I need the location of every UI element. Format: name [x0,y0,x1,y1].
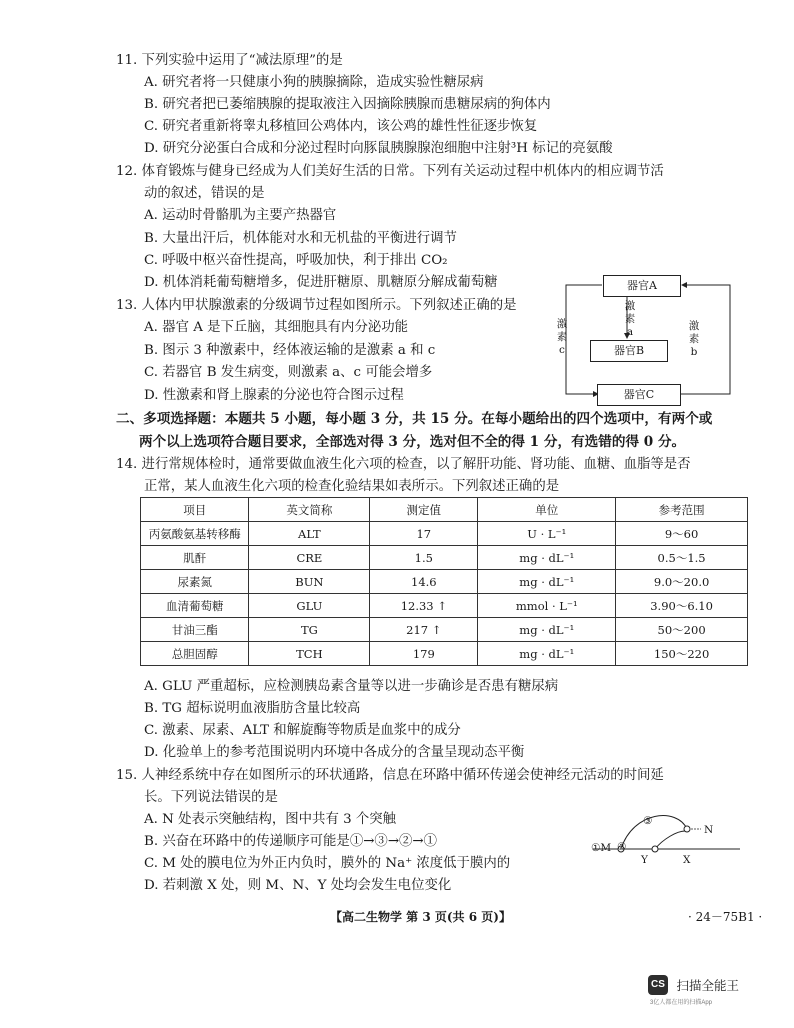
header-value: 测定值 [370,498,478,522]
table-row [141,522,748,546]
cell-unit: mmol · L⁻¹ [478,594,616,618]
q12-option-a: A. 运动时骨骼肌为主要产热器官 [144,208,337,223]
scanner-app-name: 扫描全能王 [676,979,739,993]
cell-unit: U · L⁻¹ [478,522,616,546]
table-row [141,642,748,666]
q13-stem: 13. 人体内甲状腺激素的分级调节过程如图所示。下列叙述正确的是 [116,298,517,313]
label-y: Y [641,854,648,866]
table-row [141,546,748,570]
cell-reference: 50～200 [616,618,748,642]
cell-unit: mg · dL⁻¹ [478,546,616,570]
label-x: X [683,854,691,866]
organ-a-box: 器官A [603,275,681,297]
cell-unit: mg · dL⁻¹ [478,570,616,594]
label-2: ② [617,841,627,853]
q12-option-d: D. 机体消耗葡萄糖增多，促进肝糖原、肌糖原分解成葡萄糖 [144,275,498,290]
cell-reference: 0.5～1.5 [616,546,748,570]
table-row [141,570,748,594]
label-n: N [704,824,714,836]
table-row [141,618,748,642]
blood-test-table [140,497,748,666]
q14-option-b: B. TG 超标说明血液脂肪含量比较高 [144,701,361,716]
q14-stem-line1: 14. 进行常规体检时，通常要做血液生化六项的检查，以了解肝功能、肾功能、血糖、血脂等是否 [116,457,691,472]
cell-reference: 150～220 [616,642,748,666]
cell-item: 丙氨酸氨基转移酶 [141,522,249,546]
label-3: ③ [643,815,653,827]
header-reference: 参考范围 [616,498,748,522]
cell-reference: 3.90～6.10 [616,594,748,618]
cell-unit: mg · dL⁻¹ [478,618,616,642]
scanner-watermark [648,975,739,1006]
header-abbr: 英文简称 [249,498,370,522]
q15-option-d: D. 若刺激 X 处，则 M、N、Y 处均会发生电位变化 [144,878,452,893]
cell-item: 尿素氮 [141,570,249,594]
cell-unit: mg · dL⁻¹ [478,642,616,666]
cell-reference: 9.0～20.0 [616,570,748,594]
cell-abbr: TG [249,618,370,642]
q15-option-b: B. 兴奋在环路中的传递顺序可能是①→③→②→① [144,834,438,849]
cell-abbr: GLU [249,594,370,618]
cell-item: 总胆固醇 [141,642,249,666]
cell-value: 12.33 ↑ [370,594,478,618]
hormone-c-label: 激 素 c [556,318,568,356]
page-footer: 【高二生物学 第 3 页(共 6 页)】 [330,910,511,924]
label-1m: ①M [591,842,612,854]
cell-item: 肌酐 [141,546,249,570]
q12-option-b: B. 大量出汗后，机体能对水和无机盐的平衡进行调节 [144,231,457,246]
q12-stem-line1: 12. 体育锻炼与健身已经成为人们美好生活的日常。下列有关运动过程中机体内的相应调节活 [116,164,664,179]
cell-value: 179 [370,642,478,666]
table-row [141,594,748,618]
q15-option-c: C. M 处的膜电位为外正内负时，膜外的 Na⁺ 浓度低于膜内的 [144,856,511,871]
cell-item: 血清葡萄糖 [141,594,249,618]
q11-option-c: C. 研究者重新将睾丸移植回公鸡体内，该公鸡的雄性性征逐步恢复 [144,119,538,134]
cell-value: 217 ↑ [370,618,478,642]
hormone-a-label: 激 素 a [624,300,636,338]
q11-option-a: A. 研究者将一只健康小狗的胰腺摘除，造成实验性糖尿病 [144,75,484,90]
q13-option-d: D. 性激素和肾上腺素的分泌也符合图示过程 [144,388,404,403]
section2-heading-line2: 两个以上选项符合题目要求，全部选对得 3 分，选对但不全的得 1 分，有选错的得 0 分。 [139,434,686,450]
cell-abbr: TCH [249,642,370,666]
header-unit: 单位 [478,498,616,522]
cell-value: 1.5 [370,546,478,570]
q14-stem-line2: 正常，某人血液生化六项的检查化验结果如表所示。下列叙述正确的是 [144,479,560,494]
camscanner-logo-icon: CS [648,975,668,995]
q15-stem-line1: 15. 人神经系统中存在如图所示的环状通路，信息在环路中循环传递会使神经元活动的时间延 [116,768,664,783]
table-header-row [141,498,748,522]
q13-option-c: C. 若器官 B 发生病变，则激素 a、c 可能会增多 [144,365,433,380]
q11-stem: 11. 下列实验中运用了“减法原理”的是 [116,53,343,68]
exam-code: · 24－75B1 · [688,910,763,924]
q14-option-c: C. 激素、尿素、ALT 和解旋酶等物质是血浆中的成分 [144,723,461,738]
q15-stem-line2: 长。下列说法错误的是 [144,790,278,805]
cell-item: 甘油三酯 [141,618,249,642]
q12-option-c: C. 呼吸中枢兴奋性提高，呼吸加快，利于排出 CO₂ [144,253,448,268]
cell-abbr: BUN [249,570,370,594]
q11-option-b: B. 研究者把已萎缩胰腺的提取液注入因摘除胰腺而患糖尿病的狗体内 [144,97,551,112]
header-item: 项目 [141,498,249,522]
q14-option-a: A. GLU 严重超标，应检测胰岛素含量等以进一步确诊是否患有糖尿病 [144,679,559,694]
cell-abbr: CRE [249,546,370,570]
q13-option-b: B. 图示 3 种激素中，经体液运输的是激素 a 和 c [144,343,436,358]
cell-reference: 9～60 [616,522,748,546]
q13-option-a: A. 器官 A 是下丘脑，其细胞具有内分泌功能 [144,320,409,335]
scanner-tagline: 3亿人都在用的扫描App [650,1000,713,1006]
q15-option-a: A. N 处表示突触结构，图中共有 3 个突触 [144,812,397,827]
cell-value: 14.6 [370,570,478,594]
cell-abbr: ALT [249,522,370,546]
q14-option-d: D. 化验单上的参考范围说明内环境中各成分的含量呈现动态平衡 [144,745,525,760]
hormone-b-label: 激 素 b [688,320,700,358]
section2-heading-line1: 二、多项选择题：本题共 5 小题，每小题 3 分，共 15 分。在每小题给出的四个选项中，有两个或 [116,411,713,427]
organ-b-box: 器官B [590,340,668,362]
q12-stem-line2: 动的叙述，错误的是 [144,186,265,201]
q11-option-d: D. 研究分泌蛋白合成和分泌过程时向豚鼠胰腺腺泡细胞中注射³H 标记的亮氨酸 [144,141,613,156]
organ-c-box: 器官C [597,384,681,406]
cell-value: 17 [370,522,478,546]
